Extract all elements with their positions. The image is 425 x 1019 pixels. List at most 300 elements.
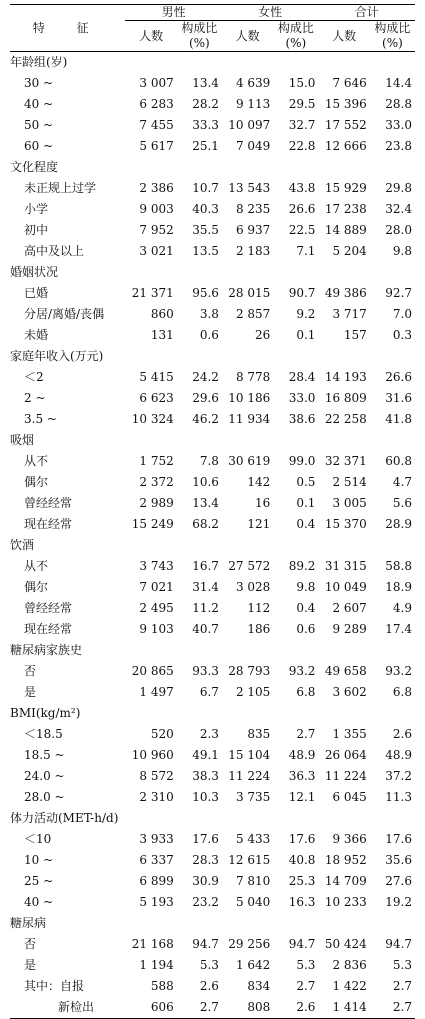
table-row: [10, 472, 415, 493]
female-count-cell: 6 937: [235, 223, 271, 237]
female-ratio-cell: 22.5: [288, 223, 316, 237]
male-count-cell: 2 386: [139, 181, 174, 195]
female-ratio-cell: 40.8: [288, 853, 316, 867]
male-count-cell: 5 415: [139, 370, 174, 384]
female-ratio-cell: 36.3: [288, 769, 316, 783]
female-ratio-cell: 94.7: [288, 937, 316, 951]
table-row: [10, 661, 415, 682]
table-row: [10, 871, 415, 892]
table-row: [10, 388, 415, 409]
table-row: [10, 136, 415, 157]
female-count-cell: 26: [255, 328, 271, 342]
total-ratio-cell: 28.0: [385, 223, 412, 237]
female-count-cell: 9 113: [235, 97, 271, 111]
female-count-cell: 28 793: [228, 664, 271, 678]
female-count-cell: 121: [247, 517, 271, 531]
female-ratio-cell: 48.9: [288, 748, 316, 762]
section-header-row: [10, 808, 415, 829]
female-ratio-cell: 2.6: [273, 997, 318, 1019]
female-count-cell: 28 015: [228, 286, 271, 300]
row-label: 从不: [24, 454, 49, 468]
male-count-cell: 588: [150, 979, 174, 993]
row-label: 未正规上过学: [24, 181, 97, 195]
total-count-cell: 49 658: [324, 664, 367, 678]
section-title: 文化程度: [10, 160, 59, 174]
male-count-cell: 2 495: [139, 601, 174, 615]
total-ratio-cell: 48.9: [385, 748, 412, 762]
table-row: [10, 514, 415, 535]
female-ratio-cell: 22.8: [288, 139, 316, 153]
male-ratio-cell: 2.3: [199, 727, 219, 741]
row-label: ＜10: [24, 832, 52, 846]
table-body: [10, 52, 415, 1019]
male-ratio-cell: 49.1: [192, 748, 219, 762]
section-title: 家庭年收入(万元): [10, 349, 104, 363]
total-count-cell: 3 005: [332, 496, 367, 510]
total-count-cell: 12 666: [324, 139, 367, 153]
male-ratio-cell: 40.3: [192, 202, 219, 216]
total-count-cell: 14 709: [324, 874, 367, 888]
male-count-cell: 20 865: [131, 664, 174, 678]
female-ratio-cell: 2.7: [296, 727, 316, 741]
table-row: [10, 178, 415, 199]
male-count-cell: 7 455: [139, 118, 174, 132]
male-count-cell: 2 372: [139, 475, 174, 489]
male-count-cell: 520: [150, 727, 174, 741]
total-ratio-cell: 6.8: [392, 685, 412, 699]
section-title: BMI(kg/m²): [10, 706, 81, 720]
row-label: 新检出: [10, 997, 125, 1019]
female-ratio-cell: 6.8: [296, 685, 316, 699]
male-count-cell: 10 324: [131, 412, 174, 426]
table-row: [10, 94, 415, 115]
section-header-row: [10, 346, 415, 367]
total-ratio-cell: 2.7: [370, 997, 415, 1019]
row-label: 24.0 ~: [24, 769, 65, 783]
male-count-cell: 6 337: [139, 853, 174, 867]
total-count-cell: 16 809: [324, 391, 367, 405]
total-ratio-cell: 60.8: [385, 454, 412, 468]
total-ratio-cell: 19.2: [385, 895, 412, 909]
male-count-cell: 2 989: [139, 496, 174, 510]
feature-header: 特 征: [10, 5, 125, 52]
female-count-cell: 10 097: [228, 118, 271, 132]
section-title: 吸烟: [10, 433, 35, 447]
total-count-cell: 2 836: [332, 958, 367, 972]
row-label: 40 ~: [24, 97, 54, 111]
table-row: [10, 283, 415, 304]
total-ratio-cell: 5.3: [392, 958, 412, 972]
row-label: 30 ~: [24, 76, 54, 90]
male-ratio-cell: 10.3: [192, 790, 219, 804]
male-ratio-cell: 25.1: [192, 139, 219, 153]
male-count-cell: 8 572: [139, 769, 174, 783]
male-count-cell: 6 283: [139, 97, 174, 111]
total-ratio-cell: 18.9: [385, 580, 412, 594]
male-ratio-cell: 24.2: [192, 370, 219, 384]
female-ratio-cell: 9.2: [296, 307, 316, 321]
section-title: 年龄组(岁): [10, 55, 68, 69]
female-count-cell: 8 235: [235, 202, 271, 216]
male-ratio-header: 构成比 (%): [177, 21, 222, 52]
table-row: [10, 241, 415, 262]
section-header-row: [10, 52, 415, 74]
total-ratio-cell: 35.6: [385, 853, 412, 867]
male-count-cell: 2 310: [139, 790, 174, 804]
male-ratio-cell: 93.3: [192, 664, 219, 678]
female-count-cell: 835: [247, 727, 271, 741]
female-count-cell: 142: [247, 475, 271, 489]
female-count-cell: 5 040: [235, 895, 271, 909]
male-ratio-cell: 28.3: [192, 853, 219, 867]
table-row: [10, 556, 415, 577]
total-ratio-cell: 27.6: [385, 874, 412, 888]
table-row: [10, 451, 415, 472]
total-count-cell: 17 238: [324, 202, 367, 216]
total-count-cell: 1 422: [332, 979, 367, 993]
section-title: 体力活动(MET-h/d): [10, 811, 119, 825]
male-ratio-cell: 31.4: [192, 580, 219, 594]
female-ratio-header: 构成比 (%): [273, 21, 318, 52]
total-count-cell: 10 233: [324, 895, 367, 909]
male-count-cell: 3 021: [139, 244, 174, 258]
male-count-cell: 21 168: [131, 937, 174, 951]
row-label: 18.5 ~: [24, 748, 65, 762]
section-title: 婚姻状况: [10, 265, 59, 279]
characteristics-table-container: [10, 4, 415, 1019]
row-label: 是: [24, 958, 37, 972]
male-count-cell: 860: [150, 307, 174, 321]
male-ratio-cell: 3.8: [199, 307, 219, 321]
section-header-row: [10, 430, 415, 451]
male-ratio-cell: 0.6: [199, 328, 219, 342]
total-ratio-cell: 11.3: [385, 790, 412, 804]
row-label: 3.5 ~: [24, 412, 57, 426]
female-count-cell: 186: [247, 622, 271, 636]
female-count-cell: 11 224: [228, 769, 271, 783]
total-ratio-cell: 32.4: [385, 202, 412, 216]
total-ratio-cell: 4.7: [392, 475, 412, 489]
male-ratio-cell: 23.2: [192, 895, 219, 909]
female-ratio-cell: 12.1: [288, 790, 316, 804]
row-label: 50 ~: [24, 118, 54, 132]
total-ratio-cell: 23.8: [385, 139, 412, 153]
female-count-cell: 10 186: [228, 391, 271, 405]
total-count-header: 人数: [318, 21, 369, 52]
male-count-cell: 131: [150, 328, 174, 342]
male-count-cell: 10 960: [131, 748, 174, 762]
total-ratio-cell: 2.6: [392, 727, 412, 741]
total-count-cell: 15 370: [324, 517, 367, 531]
male-count-cell: 7 952: [139, 223, 174, 237]
total-ratio-cell: 92.7: [385, 286, 412, 300]
male-count-cell: 1 497: [139, 685, 174, 699]
table-row: [10, 766, 415, 787]
section-title: 糖尿病: [10, 916, 47, 930]
table-row: [10, 409, 415, 430]
total-ratio-cell: 58.8: [385, 559, 412, 573]
female-ratio-cell: 33.0: [288, 391, 316, 405]
table-row: [10, 367, 415, 388]
female-count-cell: 808: [222, 997, 273, 1019]
male-ratio-cell: 2.6: [199, 979, 219, 993]
total-count-cell: 9 289: [332, 622, 367, 636]
male-count-cell: 3 743: [139, 559, 174, 573]
total-count-cell: 22 258: [324, 412, 367, 426]
total-ratio-cell: 2.7: [392, 979, 412, 993]
male-ratio-cell: 95.6: [192, 286, 219, 300]
female-ratio-cell: 0.1: [296, 496, 316, 510]
female-ratio-cell: 43.8: [288, 181, 316, 195]
male-count-cell: 5 193: [139, 895, 174, 909]
total-ratio-cell: 41.8: [385, 412, 412, 426]
male-ratio-cell: 5.3: [199, 958, 219, 972]
female-count-cell: 30 619: [228, 454, 271, 468]
total-ratio-cell: 94.7: [385, 937, 412, 951]
male-count-header: 人数: [125, 21, 176, 52]
female-ratio-cell: 0.1: [296, 328, 316, 342]
male-ratio-cell: 28.2: [192, 97, 219, 111]
total-group-header: 合计: [318, 5, 415, 21]
total-count-cell: 14 889: [324, 223, 367, 237]
female-count-cell: 27 572: [228, 559, 271, 573]
total-ratio-cell: 29.8: [385, 181, 412, 195]
table-row: [10, 997, 415, 1019]
row-label: ＜18.5: [24, 727, 63, 741]
female-count-cell: 29 256: [228, 937, 271, 951]
row-label: 60 ~: [24, 139, 54, 153]
row-label: 10 ~: [24, 853, 54, 867]
total-count-cell: 2 607: [332, 601, 367, 615]
table-row: [10, 619, 415, 640]
male-count-cell: 3 933: [139, 832, 174, 846]
row-label: 是: [24, 685, 37, 699]
male-count-cell: 6 623: [139, 391, 174, 405]
table-row: [10, 976, 415, 997]
row-label: 偶尔: [24, 475, 49, 489]
female-ratio-cell: 5.3: [296, 958, 316, 972]
male-ratio-cell: 11.2: [192, 601, 219, 615]
female-count-cell: 16: [255, 496, 271, 510]
male-ratio-cell: 10.7: [192, 181, 219, 195]
total-ratio-cell: 93.2: [385, 664, 412, 678]
male-count-cell: 1 752: [139, 454, 174, 468]
male-ratio-cell: 30.9: [192, 874, 219, 888]
female-count-cell: 15 104: [228, 748, 271, 762]
row-label: 否: [24, 937, 37, 951]
row-label: 曾经经常: [24, 601, 73, 615]
female-count-cell: 1 642: [235, 958, 271, 972]
female-ratio-cell: 2.7: [296, 979, 316, 993]
total-ratio-cell: 26.6: [385, 370, 412, 384]
total-ratio-cell: 4.9: [392, 601, 412, 615]
total-count-cell: 18 952: [324, 853, 367, 867]
section-header-row: [10, 913, 415, 934]
female-count-cell: 8 778: [235, 370, 271, 384]
female-count-cell: 11 934: [228, 412, 271, 426]
row-label: 已婚: [24, 286, 49, 300]
row-label: 初中: [24, 223, 49, 237]
row-label: 其中：自报: [24, 979, 85, 993]
total-ratio-cell: 28.9: [385, 517, 412, 531]
male-ratio-cell: 33.3: [192, 118, 219, 132]
row-label: 高中及以上: [24, 244, 85, 258]
male-ratio-cell: 94.7: [192, 937, 219, 951]
male-count-cell: 9 103: [139, 622, 174, 636]
table-row: [10, 829, 415, 850]
total-count-cell: 6 045: [332, 790, 367, 804]
total-count-cell: 14 193: [324, 370, 367, 384]
section-header-row: [10, 157, 415, 178]
row-label: 28.0 ~: [24, 790, 65, 804]
total-ratio-cell: 7.0: [392, 307, 412, 321]
female-ratio-cell: 90.7: [288, 286, 316, 300]
female-count-cell: 2 105: [235, 685, 271, 699]
total-count-cell: 49 386: [324, 286, 367, 300]
total-ratio-cell: 17.6: [385, 832, 412, 846]
total-ratio-header: 构成比 (%): [370, 21, 415, 52]
row-label: 曾经经常: [24, 496, 73, 510]
female-ratio-cell: 99.0: [288, 454, 316, 468]
row-label: 偶尔: [24, 580, 49, 594]
female-ratio-cell: 0.6: [296, 622, 316, 636]
total-count-cell: 157: [343, 328, 367, 342]
total-count-cell: 26 064: [324, 748, 367, 762]
total-count-cell: 32 371: [324, 454, 367, 468]
male-ratio-cell: 13.5: [192, 244, 219, 258]
female-count-cell: 3 028: [235, 580, 271, 594]
male-ratio-cell: 35.5: [192, 223, 219, 237]
table-row: [10, 493, 415, 514]
table-header: [10, 5, 415, 52]
female-ratio-cell: 9.8: [296, 580, 316, 594]
table-row: [10, 745, 415, 766]
female-ratio-cell: 32.7: [288, 118, 316, 132]
female-ratio-cell: 0.4: [296, 601, 316, 615]
row-label: 现在经常: [24, 622, 73, 636]
male-ratio-cell: 38.3: [192, 769, 219, 783]
male-ratio-cell: 6.7: [199, 685, 219, 699]
row-label: 从不: [24, 559, 49, 573]
female-count-cell: 112: [247, 601, 271, 615]
row-label: ＜2: [24, 370, 44, 384]
table-row: [10, 892, 415, 913]
table-row: [10, 304, 415, 325]
male-group-header: 男性: [125, 5, 222, 21]
male-count-cell: 6 899: [139, 874, 174, 888]
table-row: [10, 325, 415, 346]
female-ratio-cell: 7.1: [296, 244, 316, 258]
female-ratio-cell: 38.6: [288, 412, 316, 426]
male-ratio-cell: 17.6: [192, 832, 219, 846]
section-header-row: [10, 703, 415, 724]
total-ratio-cell: 33.0: [385, 118, 412, 132]
total-ratio-cell: 31.6: [385, 391, 412, 405]
male-count-cell: 1 194: [139, 958, 174, 972]
total-count-cell: 3 602: [332, 685, 367, 699]
female-ratio-cell: 17.6: [288, 832, 316, 846]
total-ratio-cell: 28.8: [385, 97, 412, 111]
male-count-cell: 9 003: [139, 202, 174, 216]
male-count-cell: 606: [125, 997, 176, 1019]
row-label: 2 ~: [24, 391, 46, 405]
section-header-row: [10, 262, 415, 283]
male-count-cell: 15 249: [131, 517, 174, 531]
total-count-cell: 1 355: [332, 727, 367, 741]
total-count-cell: 3 717: [332, 307, 367, 321]
total-count-cell: 17 552: [324, 118, 367, 132]
male-ratio-cell: 2.7: [177, 997, 222, 1019]
male-count-cell: 21 371: [131, 286, 174, 300]
table-row: [10, 724, 415, 745]
female-count-cell: 2 857: [235, 307, 271, 321]
male-ratio-cell: 68.2: [192, 517, 219, 531]
female-ratio-cell: 93.2: [288, 664, 316, 678]
female-ratio-cell: 16.3: [288, 895, 316, 909]
table-row: [10, 115, 415, 136]
male-ratio-cell: 7.8: [199, 454, 219, 468]
section-header-row: [10, 640, 415, 661]
male-count-cell: 3 007: [139, 76, 174, 90]
female-ratio-cell: 0.5: [296, 475, 316, 489]
male-ratio-cell: 13.4: [192, 496, 219, 510]
female-count-cell: 834: [247, 979, 271, 993]
table-row: [10, 73, 415, 94]
female-count-cell: 7 049: [235, 139, 271, 153]
total-count-cell: 31 315: [324, 559, 367, 573]
male-ratio-cell: 13.4: [192, 76, 219, 90]
female-ratio-cell: 89.2: [288, 559, 316, 573]
female-count-cell: 13 543: [228, 181, 271, 195]
female-ratio-cell: 25.3: [288, 874, 316, 888]
female-group-header: 女性: [222, 5, 319, 21]
total-count-cell: 15 929: [324, 181, 367, 195]
total-count-cell: 11 224: [324, 769, 367, 783]
row-label: 40 ~: [24, 895, 54, 909]
row-label: 未婚: [24, 328, 49, 342]
male-ratio-cell: 46.2: [192, 412, 219, 426]
table-row: [10, 199, 415, 220]
female-count-cell: 4 639: [235, 76, 271, 90]
male-ratio-cell: 16.7: [192, 559, 219, 573]
table-row: [10, 577, 415, 598]
female-ratio-cell: 26.6: [288, 202, 316, 216]
total-count-cell: 50 424: [324, 937, 367, 951]
total-ratio-cell: 37.2: [385, 769, 412, 783]
total-ratio-cell: 17.4: [385, 622, 412, 636]
total-count-cell: 9 366: [332, 832, 367, 846]
male-count-cell: 5 617: [139, 139, 174, 153]
row-label: 否: [24, 664, 37, 678]
female-ratio-cell: 28.4: [288, 370, 316, 384]
table-row: [10, 598, 415, 619]
total-count-cell: 15 396: [324, 97, 367, 111]
row-label: 现在经常: [24, 517, 73, 531]
total-count-cell: 1 414: [318, 997, 369, 1019]
total-ratio-cell: 5.6: [392, 496, 412, 510]
total-count-cell: 10 049: [324, 580, 367, 594]
section-header-row: [10, 535, 415, 556]
female-count-header: 人数: [222, 21, 273, 52]
female-count-cell: 7 810: [235, 874, 271, 888]
total-ratio-cell: 0.3: [392, 328, 412, 342]
female-count-cell: 12 615: [228, 853, 271, 867]
section-title: 糖尿病家族史: [10, 643, 83, 657]
total-count-cell: 2 514: [332, 475, 367, 489]
total-count-cell: 7 646: [332, 76, 367, 90]
row-label: 分居/离婚/丧偶: [24, 307, 105, 321]
male-count-cell: 7 021: [139, 580, 174, 594]
